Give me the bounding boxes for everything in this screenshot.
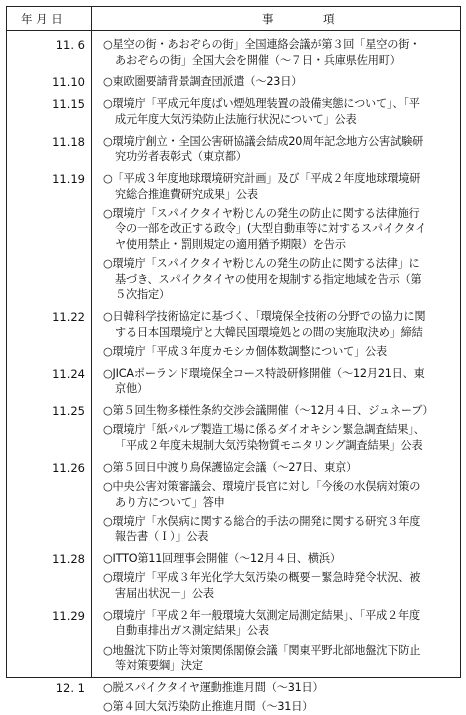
event-entry bbox=[103, 570, 459, 601]
column-divider bbox=[91, 7, 92, 677]
entry-line: ○環境庁「平成２年一般環境大気測定局測定結果」、「平成２年度 bbox=[103, 608, 421, 622]
row-date: 11.10 bbox=[52, 75, 85, 90]
event-entry bbox=[103, 514, 459, 545]
event-entry bbox=[103, 74, 459, 90]
entry-line: ○JICAポーランド環境保全コース特設研修開催（～12月21日、東 bbox=[103, 366, 425, 380]
header-event-2: 項 bbox=[323, 12, 335, 26]
entry-line: ○環境庁「紙パルプ製造工場に係るダイオキシン緊急調査結果」、 bbox=[103, 423, 425, 437]
entry-line: ○環境庁「スパイクタイヤ粉じんの発生の防止に関する法律」に bbox=[103, 257, 420, 271]
event-entry bbox=[103, 206, 459, 253]
row-date: 11. 6 bbox=[55, 38, 85, 52]
row-date: 11.18 bbox=[52, 134, 85, 149]
event-entry bbox=[103, 551, 459, 567]
event-entry bbox=[103, 366, 459, 397]
entry-line: 基づき、スパイクタイヤの使用を規制する指定地域を告示（第 bbox=[115, 272, 422, 286]
row-date: 11.26 bbox=[52, 460, 85, 475]
row-date: 11.19 bbox=[52, 172, 85, 186]
row-date: 11.28 bbox=[52, 552, 85, 567]
entry-line: ○「平成３年度地球環境研究計画」及び「平成２年度地球環境研 bbox=[103, 172, 421, 185]
entry-line: 「平成２年度未規制大気汚染物質モニタリング調査結果」公表 bbox=[115, 438, 423, 452]
chronology-table bbox=[6, 6, 461, 714]
entry-line: 報告書（Ｉ）」公表 bbox=[115, 530, 209, 544]
entry-line: ○環境庁創立・全国公害研協議会結成20周年記念地方公害試験研 bbox=[103, 134, 424, 148]
entry-line: 成元年度大気汚染防止法施行状況について」公表 bbox=[115, 112, 357, 126]
header-date: 年 月 日 bbox=[21, 12, 63, 26]
event-entry bbox=[103, 403, 459, 419]
event-entry bbox=[103, 680, 459, 696]
event-entry bbox=[103, 309, 459, 340]
entry-line: ○地盤沈下防止等対策関係閣僚会議「関東平野北部地盤沈下防止 bbox=[103, 643, 421, 657]
event-entry bbox=[103, 256, 459, 303]
entry-line: ○環境庁「平成元年度ばい煙処理装置の設備実態について」、「平 bbox=[103, 97, 420, 111]
entry-line: 自動車排出ガス測定結果」公表 bbox=[115, 624, 269, 638]
event-entry bbox=[103, 171, 459, 202]
header-event-1: 事 bbox=[262, 12, 274, 26]
entry-line: ○ITTO第11回理事会開催（～12月４日、横浜） bbox=[103, 552, 341, 566]
event-entry bbox=[103, 422, 459, 453]
entry-line: 令の一部を改正する政令」(大型自動車等に対するスパイクタイ bbox=[115, 222, 427, 236]
event-entry bbox=[103, 96, 459, 127]
event-entry bbox=[103, 460, 459, 476]
event-entry bbox=[103, 37, 459, 68]
entry-line: ５次指定） bbox=[115, 288, 170, 302]
row-date: 11.25 bbox=[52, 404, 85, 419]
event-entry bbox=[103, 344, 459, 360]
entry-line: する日本国環境庁と大韓民国環境処との間の実施取決め」締結 bbox=[115, 325, 423, 339]
entry-line: ヤ使用禁止・罰則規定の適用猶予期限）を告示 bbox=[115, 237, 346, 251]
entry-line: ○環境庁「平成３年光化学大気汚染の概要－緊急時発令状況、被 bbox=[103, 571, 421, 585]
entry-line: ○中央公害対策審議会、環境庁長官に対し「今後の水俣病対策の bbox=[103, 480, 421, 493]
event-entry bbox=[103, 608, 459, 639]
entry-line: 等対策要綱」決定 bbox=[115, 659, 203, 673]
entry-line: ○日韓科学技術協定に基づく、「環境保全技術の分野での協力に関 bbox=[103, 310, 426, 324]
entry-line: ○東欧圏要請背景調査団派遣（～23日） bbox=[103, 75, 303, 89]
entry-line: 究総合推進費研究成果」公表 bbox=[115, 187, 258, 201]
entry-line: 究功労者表彰式（東京都） bbox=[115, 150, 247, 164]
entry-line: ○環境庁「平成３年度カモシカ個体数調整について」公表 bbox=[103, 345, 388, 358]
row-date: 11.24 bbox=[52, 366, 85, 381]
entry-line: ○星空の街・あおぞらの街」全国連絡会議が第３回「星空の街・ bbox=[103, 38, 421, 51]
entry-line: あおぞらの街」全国大会を開催（～７日・兵庫県佐用町） bbox=[115, 53, 401, 67]
entry-line: ○脱スパイクタイヤ運動推進月間（～31日） bbox=[103, 681, 324, 694]
entry-line: 京他） bbox=[115, 382, 148, 396]
entry-line: ○第５回生物多様性条約交渉会議開催（～12月４日、ジュネーブ） bbox=[103, 404, 434, 418]
event-entry bbox=[103, 643, 459, 674]
event-entry bbox=[103, 134, 459, 165]
event-entry bbox=[103, 699, 459, 715]
entry-line: 害届出状況－」公表 bbox=[115, 586, 214, 600]
entry-line: ○環境庁「スパイクタイヤ粉じんの発生の防止に関する法律施行 bbox=[103, 206, 420, 220]
entry-line: ○第４回大気汚染防止推進月間（～31日） bbox=[103, 700, 314, 714]
entry-line: ○環境庁「水俣病に関する総合的手法の開発に関する研究３年度 bbox=[103, 514, 421, 528]
entry-line: ○第５回日中渡り鳥保護協定会議（～27日、東京） bbox=[103, 460, 358, 474]
entry-line: あり方について」答申 bbox=[115, 495, 225, 509]
event-entry bbox=[103, 479, 459, 510]
row-date: 11.29 bbox=[52, 608, 85, 623]
table-header bbox=[7, 7, 460, 31]
row-date: 11.22 bbox=[52, 310, 85, 325]
row-date: 11.15 bbox=[52, 97, 85, 112]
row-date: 12. 1 bbox=[55, 681, 85, 695]
